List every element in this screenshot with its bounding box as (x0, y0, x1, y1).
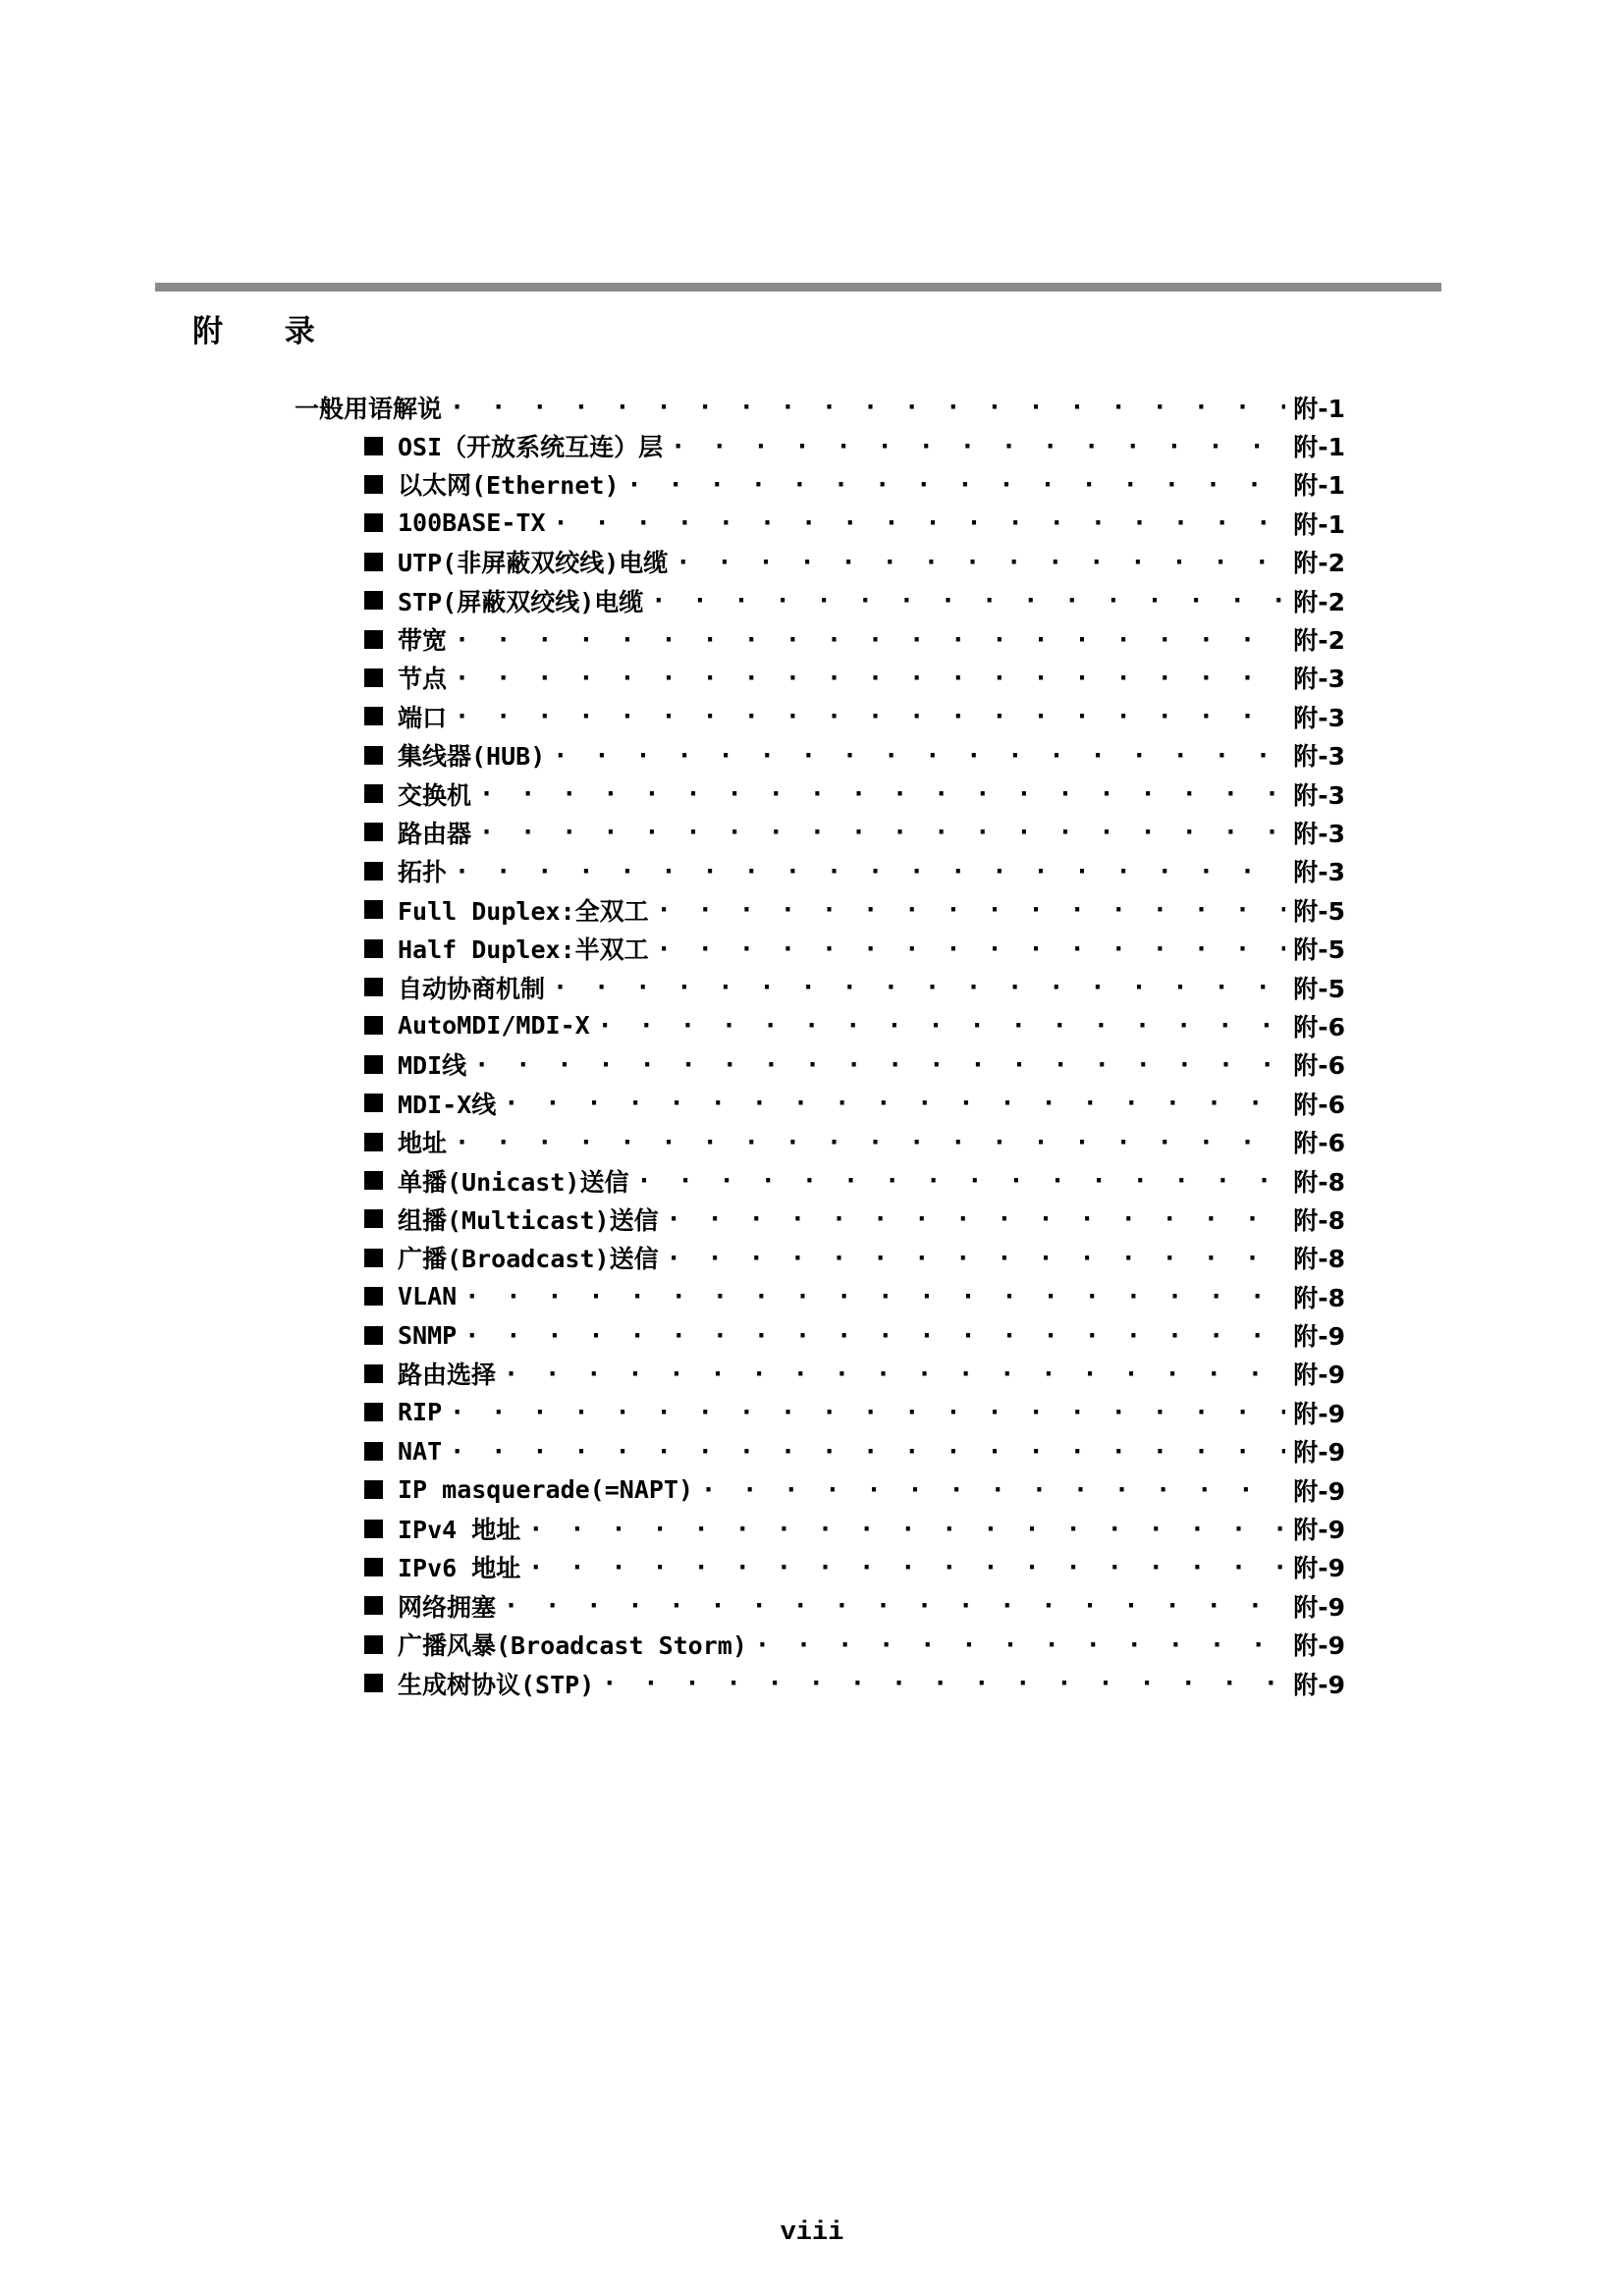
square-bullet-icon (364, 1055, 383, 1074)
toc-entry[interactable] (295, 813, 1345, 851)
toc-entry-label: 生成树协议(STP) (398, 1670, 595, 1699)
toc-entry[interactable] (295, 774, 1345, 813)
dot-leader (676, 550, 1285, 574)
toc-entry-page: 附-2 (1293, 549, 1345, 578)
dot-leader (657, 897, 1286, 922)
square-bullet-icon (364, 1249, 383, 1267)
dot-leader (602, 1671, 1285, 1695)
toc-entry-label: VLAN (398, 1282, 458, 1311)
square-bullet-icon (364, 475, 383, 494)
toc-entry[interactable] (295, 659, 1345, 697)
toc-entry[interactable] (295, 697, 1345, 735)
toc-entry-page: 附-9 (1293, 1438, 1345, 1468)
toc-entry[interactable] (295, 619, 1345, 658)
toc-entry-page: 附-9 (1293, 1516, 1345, 1545)
toc-entry-label: IPv4 地址 (398, 1516, 521, 1545)
dot-leader (504, 1091, 1285, 1115)
dot-leader (701, 1477, 1285, 1502)
square-bullet-icon (364, 746, 383, 765)
dot-leader (455, 1130, 1285, 1154)
toc-entry-page: 附-9 (1293, 1670, 1345, 1699)
square-bullet-icon (364, 1520, 383, 1538)
square-bullet-icon (364, 591, 383, 610)
toc-entry-label: 单播(Unicast)送信 (398, 1167, 629, 1197)
square-bullet-icon (364, 823, 383, 841)
dot-leader (554, 510, 1286, 535)
toc-entry[interactable] (295, 1122, 1345, 1160)
toc-entry-label: 路由器 (398, 819, 472, 848)
dot-leader (671, 434, 1285, 458)
toc-entry[interactable] (295, 543, 1345, 581)
toc-entry-label: NAT (398, 1436, 443, 1466)
toc-entry-label: 节点 (398, 665, 448, 694)
toc-entry[interactable] (295, 1084, 1345, 1122)
square-bullet-icon (364, 1558, 383, 1576)
toc-entry-page: 附-9 (1293, 1399, 1345, 1428)
toc-entry[interactable] (295, 1664, 1345, 1702)
square-bullet-icon (364, 1287, 383, 1306)
dot-leader (528, 1517, 1285, 1541)
toc-entry[interactable] (295, 465, 1345, 504)
square-bullet-icon (364, 900, 383, 919)
square-bullet-icon (364, 1364, 383, 1383)
square-bullet-icon (364, 553, 383, 571)
toc-entry[interactable] (295, 504, 1345, 542)
header-rule (155, 283, 1441, 292)
toc-entry[interactable] (295, 1239, 1345, 1277)
square-bullet-icon (364, 1596, 383, 1615)
toc-entry-label: 端口 (398, 703, 448, 732)
toc-entry[interactable] (295, 1045, 1345, 1084)
dot-leader (651, 588, 1285, 613)
dot-leader (553, 743, 1285, 768)
square-bullet-icon (364, 1480, 383, 1499)
dot-leader (464, 1284, 1285, 1308)
toc-entry-page: 附-9 (1293, 1631, 1345, 1661)
toc-entry-label: 广播风暴(Broadcast Storm) (398, 1631, 747, 1661)
toc-entry[interactable] (295, 1315, 1345, 1354)
toc-entry[interactable] (295, 1006, 1345, 1044)
dot-leader (450, 1400, 1285, 1424)
toc-heading-label: 一般用语解说 (295, 394, 443, 423)
toc-entry[interactable] (295, 1355, 1345, 1393)
square-bullet-icon (364, 668, 383, 687)
toc-entry-page: 附-3 (1293, 780, 1345, 810)
toc-entry[interactable] (295, 1277, 1345, 1315)
toc-entry-page: 附-9 (1293, 1554, 1345, 1583)
dot-leader (627, 472, 1286, 497)
toc-entry-page: 附-6 (1293, 1090, 1345, 1119)
toc-entry-label: 自动协商机制 (398, 974, 546, 1003)
dot-leader (667, 1206, 1286, 1231)
toc-entry-page: 附-6 (1293, 1129, 1345, 1158)
toc-entry-label: RIP (398, 1398, 443, 1427)
dot-leader (455, 859, 1285, 883)
square-bullet-icon (364, 1635, 383, 1654)
toc-entry-page: 附-3 (1293, 665, 1345, 694)
toc-entry[interactable] (295, 581, 1345, 619)
square-bullet-icon (364, 1442, 383, 1461)
toc-entry[interactable] (295, 1393, 1345, 1431)
toc-entry-label: Full Duplex:全双工 (398, 896, 649, 926)
toc-entry-page: 附-9 (1293, 1476, 1345, 1506)
dot-leader (504, 1362, 1285, 1386)
toc-entry-page: 附-3 (1293, 703, 1345, 732)
toc-items (295, 426, 1345, 1702)
toc-entry-label: AutoMDI/MDI-X (398, 1011, 590, 1041)
toc-entry-label: 广播(Broadcast)送信 (398, 1245, 659, 1274)
toc-entry-page: 附-6 (1293, 1012, 1345, 1041)
toc-entry[interactable] (295, 1200, 1345, 1238)
toc-entry-page: 附-3 (1293, 858, 1345, 887)
dot-leader (464, 1323, 1285, 1348)
toc-entry-label: 带宽 (398, 626, 448, 656)
toc-entry-label: 以太网(Ethernet) (398, 471, 620, 501)
toc-entry-page: 附-8 (1293, 1245, 1345, 1274)
page-number: viii (780, 2218, 844, 2248)
toc-entry-page: 附-2 (1293, 587, 1345, 616)
toc-entry[interactable] (295, 1470, 1345, 1509)
toc-entry-label: 地址 (398, 1129, 448, 1158)
toc-entry-label: IPv6 地址 (398, 1554, 521, 1583)
dot-leader (455, 704, 1285, 728)
toc-entry-page: 附-5 (1293, 974, 1345, 1003)
toc-entry[interactable] (295, 929, 1345, 967)
dot-leader (504, 1593, 1285, 1618)
toc-entry-label: OSI（开放系统互连）层 (398, 433, 664, 462)
toc-entry-page: 附-6 (1293, 1051, 1345, 1081)
dot-leader (667, 1246, 1286, 1270)
toc-entry-label: MDI-X线 (398, 1090, 497, 1119)
dot-leader (755, 1632, 1285, 1657)
toc-entry[interactable] (295, 968, 1345, 1006)
dot-leader (479, 820, 1285, 844)
toc-entry-label: 集线器(HUB) (398, 742, 546, 772)
dot-leader (474, 1052, 1285, 1077)
square-bullet-icon (364, 939, 383, 958)
toc-entry-label: SNMP (398, 1320, 458, 1350)
toc-entry-page: 附-8 (1293, 1205, 1345, 1235)
toc-entry-page: 附-9 (1293, 1322, 1345, 1352)
toc-entry[interactable] (295, 1432, 1345, 1470)
toc-entry-page: 附-5 (1293, 896, 1345, 926)
toc-entry[interactable] (295, 852, 1345, 890)
toc-entry[interactable] (295, 736, 1345, 774)
toc-entry-label: STP(屏蔽双绞线)电缆 (398, 587, 644, 616)
toc-entry-label: UTP(非屏蔽双绞线)电缆 (398, 549, 669, 578)
dot-leader (598, 1013, 1286, 1038)
square-bullet-icon (364, 1326, 383, 1345)
square-bullet-icon (364, 784, 383, 803)
dot-leader (450, 395, 1285, 419)
dot-leader (479, 781, 1285, 806)
square-bullet-icon (364, 437, 383, 455)
toc-entry-label: IP masquerade(=NAPT) (398, 1475, 694, 1505)
square-bullet-icon (364, 978, 383, 996)
toc-entry-page: 附-1 (1293, 471, 1345, 501)
dot-leader (450, 1439, 1285, 1464)
toc-entry-label: MDI线 (398, 1051, 467, 1081)
square-bullet-icon (364, 1209, 383, 1228)
square-bullet-icon (364, 1016, 383, 1035)
toc-entry-page: 附-2 (1293, 626, 1345, 656)
dot-leader (636, 1168, 1285, 1193)
toc-entry-label: 网络拥塞 (398, 1592, 497, 1622)
square-bullet-icon (364, 1133, 383, 1151)
toc-entry[interactable] (295, 1161, 1345, 1200)
toc-entry-page: 附-8 (1293, 1283, 1345, 1312)
toc-entry-label: 交换机 (398, 780, 472, 810)
toc-entry-page: 附-1 (1293, 509, 1345, 539)
section-title: 附 录 (192, 314, 341, 349)
toc-entry[interactable] (295, 426, 1345, 464)
toc-entry-label: 100BASE-TX (398, 508, 546, 538)
square-bullet-icon (364, 707, 383, 725)
toc-heading-page: 附-1 (1293, 394, 1345, 423)
toc-entry-page: 附-1 (1293, 433, 1345, 462)
square-bullet-icon (364, 1674, 383, 1692)
toc-entry[interactable] (295, 1626, 1345, 1664)
square-bullet-icon (364, 630, 383, 649)
dot-leader (455, 666, 1285, 690)
table-of-contents (295, 388, 1345, 1702)
toc-entry-page: 附-5 (1293, 935, 1345, 965)
toc-entry-page: 附-9 (1293, 1592, 1345, 1622)
square-bullet-icon (364, 1403, 383, 1421)
square-bullet-icon (364, 513, 383, 532)
toc-entry-label: 组播(Multicast)送信 (398, 1205, 659, 1235)
toc-entry[interactable] (295, 1586, 1345, 1625)
toc-entry-page: 附-3 (1293, 742, 1345, 772)
toc-entry[interactable] (295, 1509, 1345, 1547)
dot-leader (455, 627, 1285, 652)
square-bullet-icon (364, 1171, 383, 1190)
square-bullet-icon (364, 862, 383, 881)
toc-entry[interactable] (295, 1548, 1345, 1586)
dot-leader (553, 975, 1285, 999)
toc-entry-page: 附-9 (1293, 1361, 1345, 1390)
toc-entry-page: 附-8 (1293, 1167, 1345, 1197)
toc-entry-label: 路由选择 (398, 1361, 497, 1390)
dot-leader (528, 1555, 1285, 1579)
toc-entry[interactable] (295, 890, 1345, 929)
dot-leader (657, 936, 1286, 961)
toc-entry-page: 附-3 (1293, 819, 1345, 848)
square-bullet-icon (364, 1094, 383, 1112)
toc-entry-label: Half Duplex:半双工 (398, 935, 649, 965)
toc-heading[interactable] (295, 388, 1345, 426)
toc-entry-label: 拓扑 (398, 858, 448, 887)
